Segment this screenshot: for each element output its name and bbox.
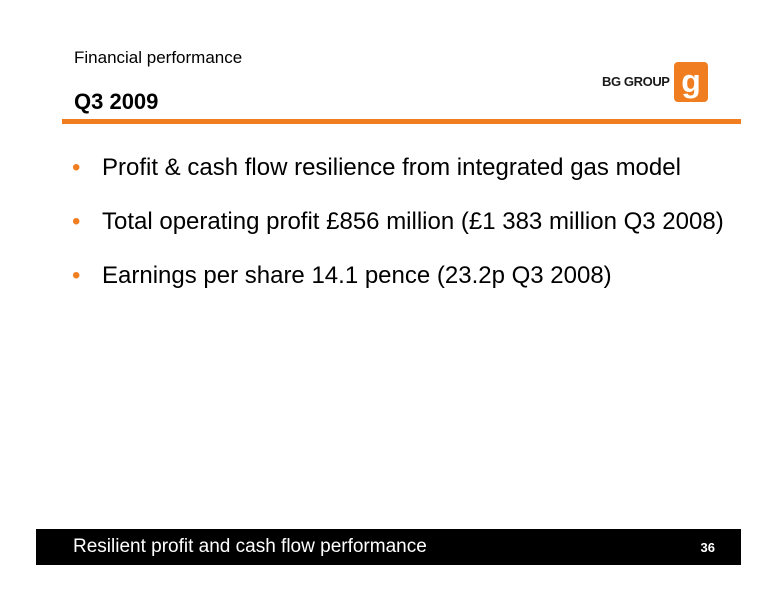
footer-bar: [36, 529, 741, 565]
slide-title: Q3 2009: [74, 89, 159, 114]
bullet-text: Earnings per share 14.1 pence (23.2p Q3 2008): [102, 262, 612, 289]
header-divider: [62, 119, 741, 124]
bullet-list: [72, 151, 724, 313]
bullet-dot-icon: •: [72, 262, 81, 289]
bullet-text: Total operating profit £856 million (£1 383 million Q3 2008): [102, 208, 724, 235]
logo-mark: g: [681, 63, 701, 99]
page-number: 36: [700, 540, 715, 555]
bullet-dot-icon: •: [72, 154, 81, 181]
section-label: Financial performance: [74, 48, 243, 67]
footer-caption: Resilient profit and cash flow performance: [73, 536, 427, 557]
bg-group-logo: [602, 62, 706, 102]
list-item: [72, 151, 724, 205]
bullet-dot-icon: •: [72, 208, 81, 235]
list-item: [72, 259, 724, 313]
logo-text: BG GROUP: [602, 74, 670, 89]
bg-group-logo-icon: [674, 62, 708, 102]
bullet-text: Profit & cash flow resilience from integrated gas model: [102, 154, 681, 181]
list-item: [72, 205, 724, 259]
